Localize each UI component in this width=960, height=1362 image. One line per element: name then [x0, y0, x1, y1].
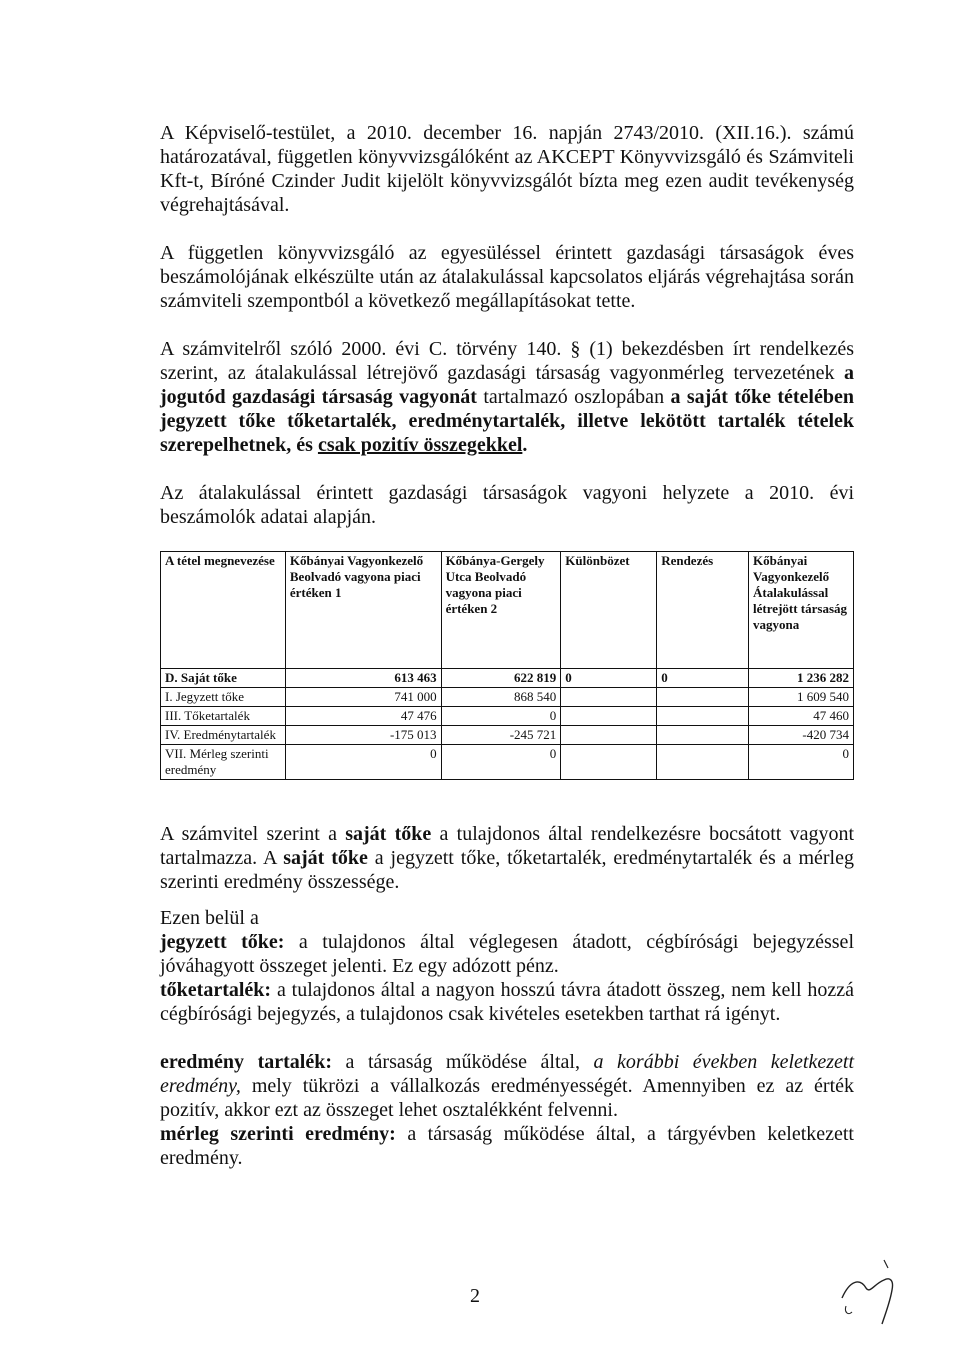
text-segment: A számvitelről szóló 2000. évi C. törvény 140. § (1) bekezdésben írt rendelkezés szerint, az átalakulással létrejövő gazdasági társaság vagyonmérleg tervezetének	[160, 338, 854, 384]
paragraph-within: Ezen belül a	[160, 907, 259, 929]
table-header-cell: Különbözet	[561, 552, 657, 669]
table-row	[161, 745, 854, 780]
table-row	[161, 707, 854, 726]
signature-mark	[832, 1250, 912, 1330]
underlined-text-positive-only: csak pozitív összegekkel	[317, 434, 523, 456]
bold-text-equity-items: a saját tőke tételében jegyzett tőke tőketartalék, eredménytartalék, illetve lekötött tartalék tételek szerepelhetnek, és	[160, 386, 854, 456]
table-row	[161, 726, 854, 745]
table-header-cell: Kőbánya-Gergely Utca Beolvadó vagyona piaci értéken 2	[441, 552, 561, 669]
table-cell	[657, 726, 749, 745]
table-cell: 622 819	[441, 669, 561, 688]
asset-table	[160, 551, 854, 780]
table-cell	[561, 688, 657, 707]
text-segment: tartalmazó oszlopában	[476, 386, 671, 408]
table-cell: IV. Eredménytartalék	[161, 726, 286, 745]
table-cell: D. Saját tőke	[161, 669, 286, 688]
table-cell: III. Tőketartalék	[161, 707, 286, 726]
definition-text: a tulajdonos által a nagyon hosszú távra átadott összeg, nem kell hozzá cégbírósági bejegyzés, a tulajdonos csak kivételes esetekben tarthat rá igényt.	[160, 979, 854, 1025]
table-header-cell: A tétel megnevezése	[161, 552, 286, 669]
table-header-row	[161, 552, 854, 669]
table-cell: -175 013	[285, 726, 441, 745]
table-cell: VII. Mérleg szerinti eredmény	[161, 745, 286, 780]
table-cell: 47 460	[749, 707, 854, 726]
table-header-cell: Kőbányai Vagyonkezelő Beolvadó vagyona piaci értéken 1	[285, 552, 441, 669]
table-cell: 0	[441, 745, 561, 780]
definition-text: mely tükrözi a vállalkozás eredményességét. Amennyiben ez az érték pozitív, akkor ezt az összeget lehet osztalékként felvenni.	[160, 1075, 854, 1121]
table-cell: 0	[561, 669, 657, 688]
definition-term: tőketartalék:	[160, 979, 272, 1001]
text-segment: a tulajdonos által rendelkezésre bocsátott vagyont tartalmazza. A	[160, 823, 855, 869]
table-cell	[561, 745, 657, 780]
text-segment: a jegyzett tőke, tőketartalék, eredménytartalék és a mérleg szerinti eredmény összessége.	[160, 847, 854, 893]
paragraph-asset-situation: Az átalakulással érintett gazdasági társaságok vagyoni helyzete a 2010. évi beszámolók adatai alapján.	[160, 482, 854, 528]
table-row	[161, 669, 854, 688]
table-cell: 868 540	[441, 688, 561, 707]
paragraph-resolution: A Képviselő-testület, a 2010. december 16. napján 2743/2010. (XII.16.). számú határozatával, független könyvvizsgálóként az AKCEPT Könyvvizsgáló és Számviteli Kft-t, Bíróné Czinder Judit kijelölt könyvvizsgálót bízta meg ezen audit tevékenység végrehajtásával.	[160, 122, 854, 216]
definition-text: a társaság működése által, a tárgyévben keletkezett eredmény.	[160, 1123, 854, 1169]
definition-term: jegyzett tőke:	[160, 931, 285, 953]
page-number: 2	[470, 1285, 480, 1307]
definition-capital-reserve	[160, 978, 854, 1026]
table-header-cell: Kőbányai Vagyonkezelő Átalakulással létrejött társaság vagyona	[749, 552, 854, 669]
paragraph-equity-definition	[160, 822, 854, 894]
table-cell: -245 721	[441, 726, 561, 745]
table-cell: 0	[657, 669, 749, 688]
text-segment: .	[522, 434, 528, 456]
definition-term: mérleg szerinti eredmény:	[160, 1123, 396, 1145]
table-cell: 0	[749, 745, 854, 780]
table-cell: 0	[285, 745, 441, 780]
definition-balance-result	[160, 1122, 854, 1170]
table-cell: I. Jegyzett tőke	[161, 688, 286, 707]
definition-term: eredmény tartalék:	[160, 1051, 333, 1073]
bold-text-successor-assets: a jogutód gazdasági társaság vagyonát	[160, 362, 854, 408]
table-cell	[657, 745, 749, 780]
table-cell: 1 236 282	[749, 669, 854, 688]
table-cell	[561, 707, 657, 726]
table-cell: -420 734	[749, 726, 854, 745]
definition-registered-capital	[160, 930, 854, 978]
text-segment: A számvitel szerint a	[160, 823, 346, 845]
bold-text-equity: saját tőke	[345, 823, 432, 845]
table-cell: 741 000	[285, 688, 441, 707]
table-cell: 1 609 540	[749, 688, 854, 707]
table-cell: 47 476	[285, 707, 441, 726]
paragraph-law-reference	[160, 337, 854, 457]
table-cell	[561, 726, 657, 745]
definition-text: a társaság működése által,	[332, 1051, 594, 1073]
table-cell	[657, 707, 749, 726]
definition-text: a tulajdonos által véglegesen átadott, cégbírósági bejegyzéssel jóváhagyott összeget jelenti. Ez egy adózott pénz.	[160, 931, 854, 977]
definition-retained-earnings	[160, 1050, 854, 1122]
table-cell	[657, 688, 749, 707]
table-row	[161, 688, 854, 707]
table-cell: 613 463	[285, 669, 441, 688]
table-header-cell: Rendezés	[657, 552, 749, 669]
italic-text: a korábbi években keletkezett eredmény,	[160, 1051, 855, 1097]
bold-text-equity: saját tőke	[283, 847, 368, 869]
table-cell: 0	[441, 707, 561, 726]
paragraph-auditor-findings: A független könyvvizsgáló az egyesüléssel érintett gazdasági társaságok éves beszámolójának elkészülte után az átalakulással kapcsolatos eljárás végrehajtása során számviteli szempontból a következő megállapításokat tette.	[160, 242, 854, 312]
